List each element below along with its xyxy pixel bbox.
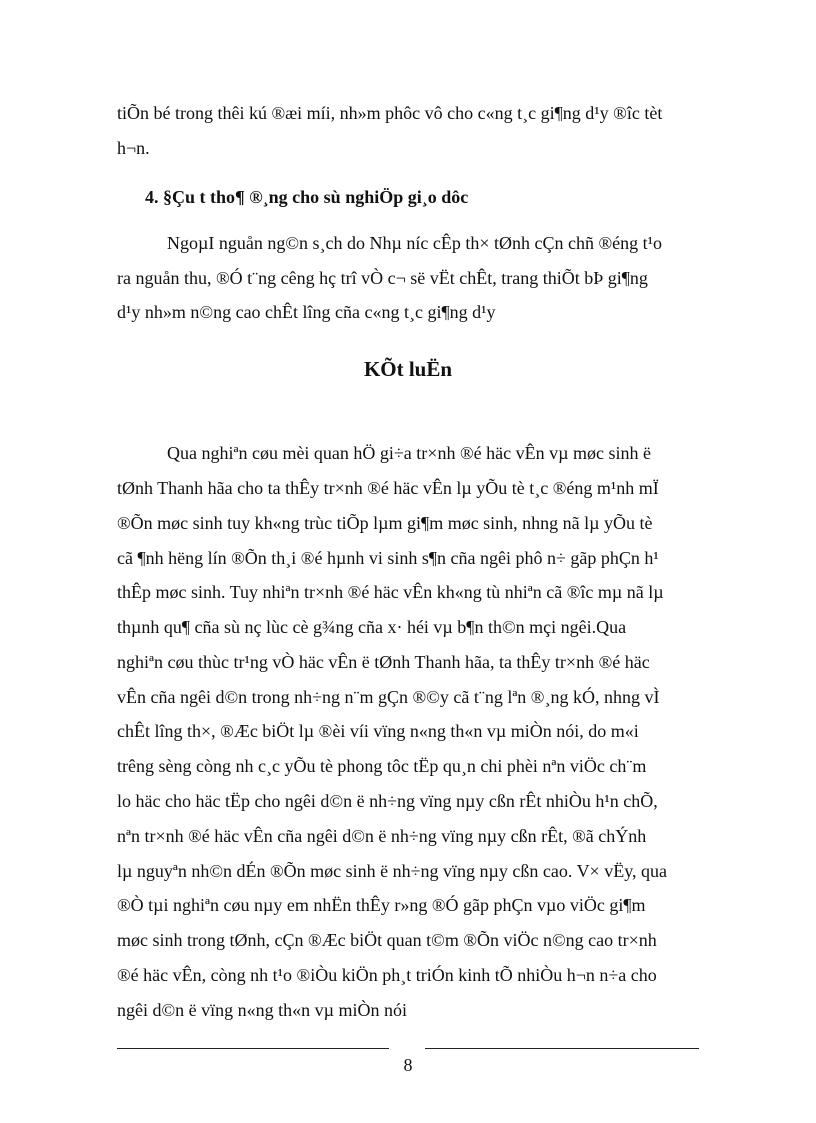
conclusion-line: cã ¶nh hëng lín ®Õn th¸i ®é hµnh vi sinh s¶n cña ngêi phô n÷ gãp phÇn h¹ — [117, 548, 659, 568]
conclusion-line: vÊn cña ngêi d©n trong nh÷ng n¨m gÇn ®©y cã t¨ng lªn ®¸ng kÓ, nhng vÌ — [117, 687, 660, 707]
conclusion-line: ®Õn møc sinh tuy kh«ng trùc tiÕp lµm gi¶m møc sinh, nhng nã lµ yÕu tè — [117, 513, 653, 533]
conclusion-line: trêng sèng còng nh c¸c yÕu tè phong tôc tËp qu¸n chi phèi nªn viÖc ch¨m — [117, 756, 647, 776]
footer-rule-left — [117, 1048, 389, 1049]
section-heading: 4. §Çu t tho¶ ®¸ng cho sù nghiÖp gi¸o dôc — [145, 187, 469, 207]
conclusion-line: chÊt lîng th×, ®Æc biÖt lµ ®èi víi vïng n«ng th«n vµ miÒn nói, do m«i — [117, 721, 639, 741]
intro-line: h¬n. — [117, 138, 150, 158]
conclusion-line: ®Ò tµi nghiªn cøu nµy em nhËn thÊy r»ng ®Ó gãp phÇn vµo viÖc gi¶m — [117, 895, 646, 915]
conclusion-line: Qua nghiªn cøu mèi quan hÖ gi÷a tr×nh ®é häc vÊn vµ møc sinh ë — [167, 443, 651, 463]
conclusion-line: lo häc cho häc tËp cho ngêi d©n ë nh÷ng vïng nµy cßn rÊt nhiÒu h¹n chÕ, — [117, 791, 658, 811]
page-number: 8 — [403, 1055, 413, 1075]
conclusion-line: tØnh Thanh hãa cho ta thÊy tr×nh ®é häc vÊn lµ yÕu tè t¸c ®éng m¹nh mÏ — [117, 478, 659, 498]
section-line: NgoµI nguån ng©n s¸ch do Nhµ níc cÊp th× tØnh cÇn chñ ®éng t¹o — [167, 233, 663, 253]
footer-rule-right — [425, 1048, 699, 1049]
section-line: d¹y nh»m n©ng cao chÊt lîng cña c«ng t¸c gi¶ng d¹y — [117, 302, 496, 322]
conclusion-line: thµnh qu¶ cña sù nç lùc cè g¾ng cña x· héi vµ b¶n th©n mçi ngêi.Qua — [117, 617, 627, 637]
conclusion-line: møc sinh trong tØnh, cÇn ®Æc biÖt quan t©m ®Õn viÖc n©ng cao tr×nh — [117, 930, 657, 950]
conclusion-line: nghiªn cøu thùc tr¹ng vÒ häc vÊn ë tØnh Thanh hãa, ta thÊy tr×nh ®é häc — [117, 652, 650, 672]
conclusion-line: thÊp møc sinh. Tuy nhiªn tr×nh ®é häc vÊn kh«ng tù nhiªn cã ®îc mµ nã lµ — [117, 582, 664, 602]
conclusion-title: KÕt luËn — [363, 357, 453, 381]
section-line: ra nguån thu, ®Ó t¨ng cêng hç trî vÒ c¬ së vËt chÊt, trang thiÕt bÞ gi¶ng — [117, 268, 648, 288]
conclusion-line: ngêi d©n ë vïng n«ng th«n vµ miÒn nói — [117, 1000, 408, 1020]
conclusion-line: ®é häc vÊn, còng nh t¹o ®iÒu kiÖn ph¸t triÓn kinh tÕ nhiÒu h¬n n÷a cho — [117, 965, 657, 985]
conclusion-line: nªn tr×nh ®é häc vÊn cña ngêi d©n ë nh÷ng vïng nµy cßn rÊt, ®ã chÝnh — [117, 826, 647, 846]
conclusion-line: lµ nguyªn nh©n dÉn ®Õn møc sinh ë nh÷ng vïng nµy cßn cao. V× vËy, qua — [117, 861, 668, 881]
intro-line: tiÕn bé trong thêi kú ®æi míi, nh»m phôc vô cho c«ng t¸c gi¶ng d¹y ®îc tèt — [117, 103, 663, 123]
